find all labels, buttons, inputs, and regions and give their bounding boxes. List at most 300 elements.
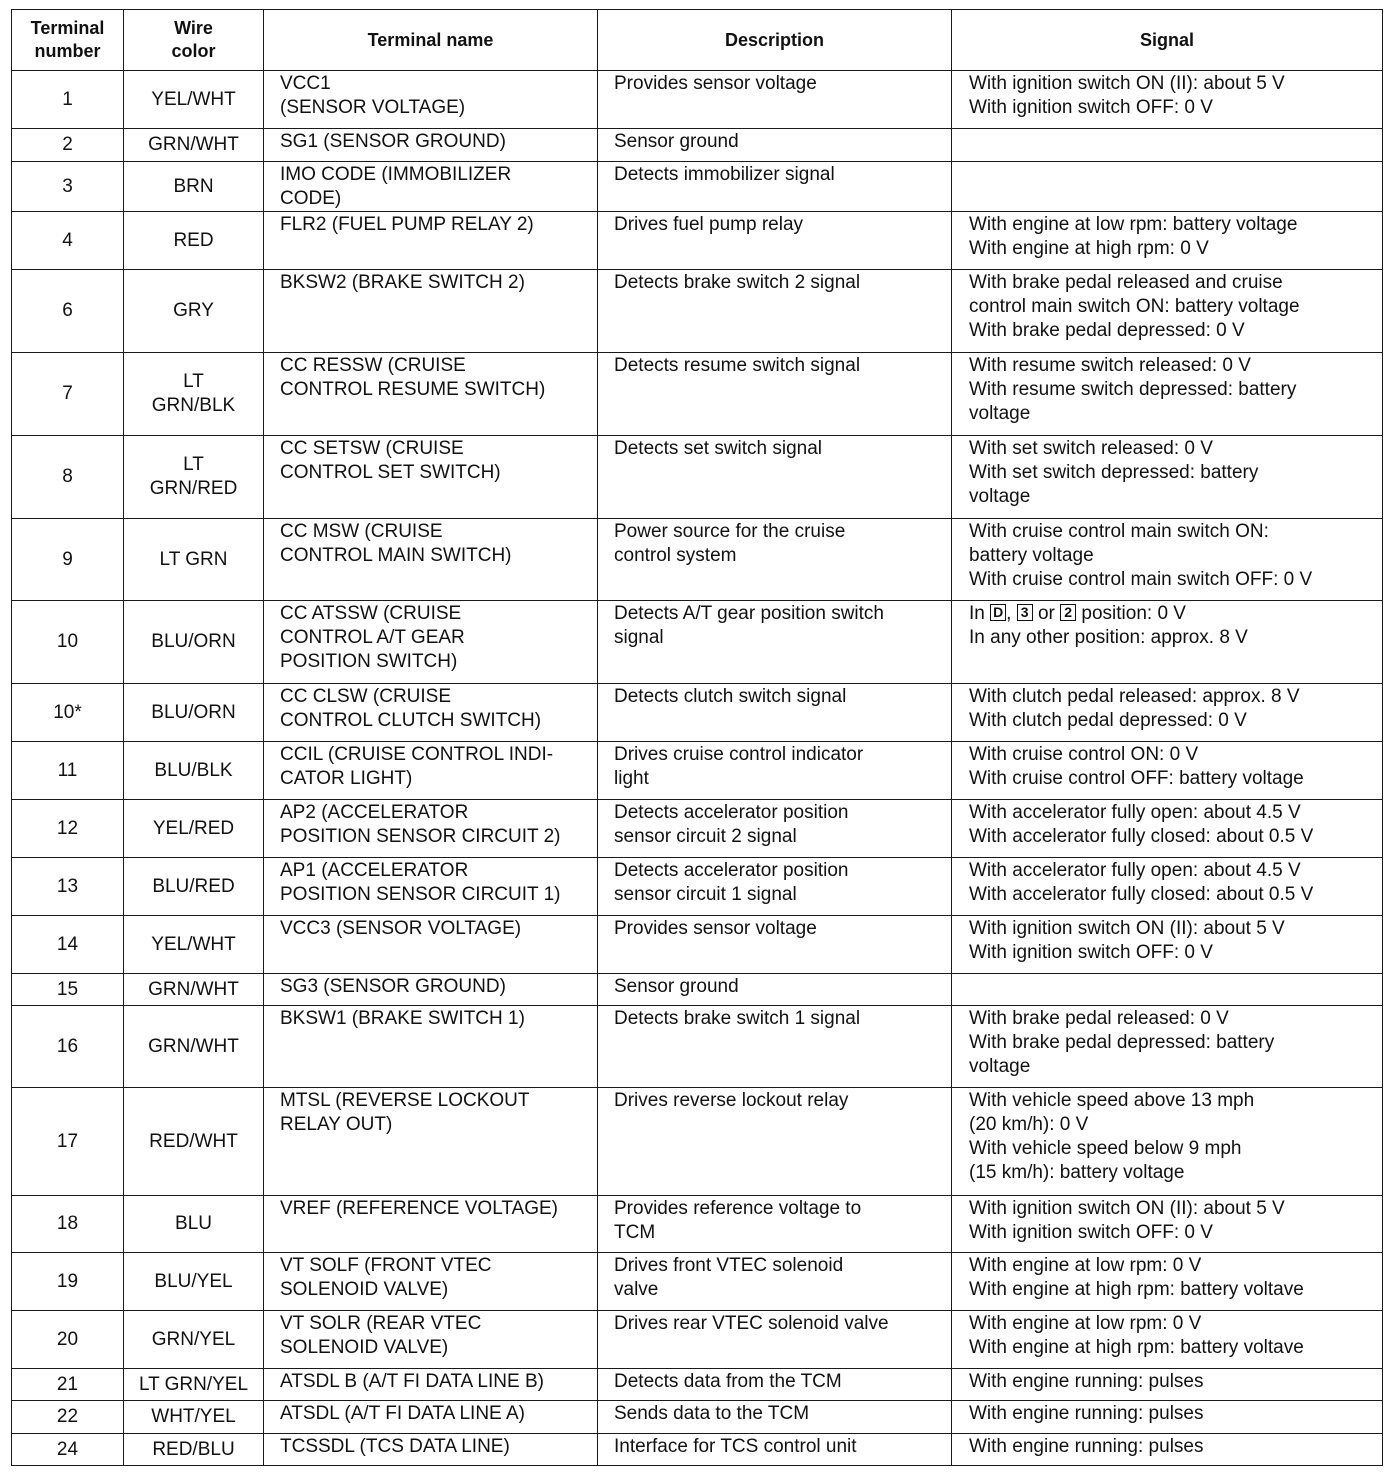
- signal-cell: [952, 1369, 1383, 1401]
- terminal-number-cell: [12, 1434, 124, 1466]
- terminal-number-cell: [12, 916, 124, 974]
- signal-text: In any other position: approx. 8 V: [969, 627, 1248, 648]
- description-cell: [598, 1311, 952, 1369]
- table-row: [12, 916, 1383, 974]
- signal-cell: [952, 1196, 1383, 1253]
- signal-text: With ignition switch ON (II): about 5 V: [969, 1198, 1285, 1219]
- signal-cell: [952, 129, 1383, 162]
- wire-color-cell: [124, 601, 264, 684]
- signal-cell: [952, 212, 1383, 270]
- description-text: control system: [614, 545, 737, 566]
- signal-cell: [952, 916, 1383, 974]
- terminal-number-cell: [12, 1088, 124, 1196]
- signal-text: With engine at low rpm: 0 V: [969, 1255, 1202, 1276]
- terminal-number-cell: [12, 1401, 124, 1434]
- header-terminal-number: Terminal number: [12, 10, 124, 71]
- description-cell: [598, 519, 952, 601]
- signal-text: With ignition switch OFF: 0 V: [969, 97, 1213, 118]
- signal-cell: [952, 436, 1383, 519]
- table-row: [12, 800, 1383, 858]
- description-cell: [598, 212, 952, 270]
- description-text: Detects resume switch signal: [614, 355, 861, 376]
- header-terminal-name: Terminal name: [264, 10, 598, 71]
- signal-text: With engine running: pulses: [969, 1371, 1204, 1392]
- description-text: Provides reference voltage to: [614, 1198, 862, 1219]
- description-text: sensor circuit 1 signal: [614, 884, 797, 905]
- description-text: Sends data to the TCM: [614, 1403, 810, 1424]
- signal-cell: [952, 684, 1383, 742]
- terminal-number: 11: [57, 759, 78, 781]
- terminal-name: IMO CODE (IMMOBILIZER: [280, 164, 512, 185]
- terminal-number: 20: [56, 1328, 79, 1350]
- description-text: Detects brake switch 2 signal: [614, 272, 861, 293]
- signal-text: With clutch pedal depressed: 0 V: [969, 710, 1247, 731]
- terminal-name-cell: [264, 1369, 598, 1401]
- terminal-name: CC ATSSW (CRUISE: [280, 603, 462, 624]
- description-cell: [598, 1401, 952, 1434]
- terminal-name: CATOR LIGHT): [280, 768, 413, 789]
- description-text: Interface for TCS control unit: [614, 1436, 857, 1457]
- signal-text: With cruise control OFF: battery voltage: [969, 768, 1304, 789]
- signal-text: With brake pedal depressed: battery: [969, 1032, 1275, 1053]
- description-cell: [598, 800, 952, 858]
- gear-position-box: 2: [1060, 604, 1076, 621]
- wire-color-cell: [124, 1311, 264, 1369]
- description-text: Detects brake switch 1 signal: [614, 1008, 861, 1029]
- wire-color: BLU/YEL: [154, 1270, 233, 1292]
- terminal-number: 3: [62, 175, 73, 197]
- terminal-name-cell: [264, 974, 598, 1006]
- signal-cell: [952, 1311, 1383, 1369]
- terminal-number-cell: [12, 71, 124, 129]
- terminal-name-cell: [264, 800, 598, 858]
- terminal-number-cell: [12, 212, 124, 270]
- description-text: Sensor ground: [614, 976, 739, 997]
- signal-text: With engine at low rpm: 0 V: [969, 1313, 1202, 1334]
- table-row: [12, 270, 1383, 353]
- table-row: [12, 436, 1383, 519]
- terminal-name: AP1 (ACCELERATOR: [280, 860, 469, 881]
- signal-text: With engine running: pulses: [969, 1403, 1204, 1424]
- wire-color: BLU/RED: [152, 875, 235, 897]
- wire-color-cell: [124, 1088, 264, 1196]
- terminal-number-cell: [12, 974, 124, 1006]
- wire-color-cell: [124, 162, 264, 212]
- wire-color-cell: [124, 1401, 264, 1434]
- terminal-name: VCC3 (SENSOR VOLTAGE): [280, 918, 522, 939]
- terminal-name: CC SETSW (CRUISE: [280, 438, 464, 459]
- wire-color-cell: [124, 212, 264, 270]
- terminal-name-cell: [264, 162, 598, 212]
- signal-text: [969, 602, 1378, 626]
- wire-color-cell: [124, 270, 264, 353]
- description-cell: [598, 353, 952, 436]
- terminal-name: SG1 (SENSOR GROUND): [280, 131, 506, 152]
- signal-text: (20 km/h): 0 V: [969, 1114, 1089, 1135]
- description-cell: [598, 742, 952, 800]
- signal-text: With set switch released: 0 V: [969, 438, 1213, 459]
- terminal-number-cell: [12, 742, 124, 800]
- terminal-number: 24: [56, 1438, 79, 1460]
- signal-text: With set switch depressed: battery: [969, 462, 1259, 483]
- terminal-name: CONTROL RESUME SWITCH): [280, 379, 546, 400]
- terminal-name: VCC1: [280, 73, 331, 94]
- description-cell: [598, 916, 952, 974]
- terminal-name-cell: [264, 1434, 598, 1466]
- terminal-name-cell: [264, 1253, 598, 1311]
- signal-cell: [952, 353, 1383, 436]
- signal-text: With clutch pedal released: approx. 8 V: [969, 686, 1300, 707]
- wire-color-cell: [124, 742, 264, 800]
- signal-cell: [952, 1088, 1383, 1196]
- terminal-name: SOLENOID VALVE): [280, 1337, 449, 1358]
- signal-text: With engine running: pulses: [969, 1436, 1204, 1457]
- terminal-number-cell: [12, 353, 124, 436]
- wire-color-cell: [124, 1434, 264, 1466]
- wire-color: BLU/ORN: [151, 701, 236, 723]
- description-cell: [598, 684, 952, 742]
- table-row: [12, 684, 1383, 742]
- signal-text: With accelerator fully closed: about 0.5 V: [969, 826, 1314, 847]
- terminal-name: SOLENOID VALVE): [280, 1279, 449, 1300]
- signal-text: With ignition switch ON (II): about 5 V: [969, 73, 1285, 94]
- terminal-name: ATSDL B (A/T FI DATA LINE B): [280, 1371, 544, 1392]
- wire-color: LT: [183, 371, 204, 392]
- terminal-number: 1: [62, 88, 73, 110]
- terminal-name: AP2 (ACCELERATOR: [280, 802, 469, 823]
- description-cell: [598, 162, 952, 212]
- signal-text: voltage: [969, 486, 1031, 507]
- terminal-name: CONTROL CLUTCH SWITCH): [280, 710, 542, 731]
- wire-color: GRN/WHT: [148, 134, 239, 155]
- table-row: [12, 353, 1383, 436]
- terminal-name: CC CLSW (CRUISE: [280, 686, 452, 707]
- terminal-number-cell: [12, 1369, 124, 1401]
- wire-color-cell: [124, 71, 264, 129]
- terminal-number-cell: [12, 270, 124, 353]
- description-cell: [598, 71, 952, 129]
- terminal-number-cell: [12, 684, 124, 742]
- wire-color: RED: [173, 229, 214, 251]
- signal-text: With accelerator fully open: about 4.5 V: [969, 860, 1301, 881]
- terminal-name: CODE): [280, 188, 342, 209]
- terminal-number-cell: [12, 129, 124, 162]
- description-text: Power source for the cruise: [614, 521, 846, 542]
- signal-text: With brake pedal released and cruise: [969, 272, 1283, 293]
- signal-cell: [952, 974, 1383, 1006]
- wire-color: LT GRN/YEL: [138, 1373, 249, 1395]
- signal-text: voltage: [969, 403, 1031, 424]
- table-row: [12, 162, 1383, 212]
- signal-text: With vehicle speed above 13 mph: [969, 1090, 1255, 1111]
- signal-text-part: position: 0 V: [1076, 603, 1186, 624]
- description-text: Detects accelerator position: [614, 860, 849, 881]
- signal-text: With accelerator fully open: about 4.5 V: [969, 802, 1301, 823]
- wire-color-cell: [124, 519, 264, 601]
- description-text: Drives reverse lockout relay: [614, 1090, 849, 1111]
- wire-color: BRN: [173, 175, 214, 197]
- wire-color-cell: [124, 916, 264, 974]
- gear-position-box: D: [990, 604, 1006, 621]
- terminal-name-cell: [264, 1196, 598, 1253]
- terminal-name: MTSL (REVERSE LOCKOUT: [280, 1090, 530, 1111]
- terminal-name: CONTROL MAIN SWITCH): [280, 545, 512, 566]
- wire-color-cell: [124, 1253, 264, 1311]
- terminal-name-cell: [264, 916, 598, 974]
- terminal-name: VT SOLR (REAR VTEC: [280, 1313, 482, 1334]
- signal-text: With engine at high rpm: battery voltave: [969, 1337, 1304, 1358]
- table-row: [12, 129, 1383, 162]
- wire-color: GRY: [173, 300, 214, 321]
- table-row: [12, 1196, 1383, 1253]
- terminal-number: 12: [56, 817, 79, 839]
- description-text: Drives front VTEC solenoid: [614, 1255, 844, 1276]
- signal-cell: [952, 601, 1383, 684]
- description-cell: [598, 1088, 952, 1196]
- description-text: TCM: [614, 1222, 656, 1243]
- description-text: Provides sensor voltage: [614, 73, 817, 94]
- terminal-name-cell: [264, 436, 598, 519]
- terminal-number: 18: [56, 1213, 79, 1234]
- table-row: [12, 742, 1383, 800]
- wire-color: GRN/RED: [149, 478, 238, 499]
- signal-cell: [952, 800, 1383, 858]
- signal-cell: [952, 1006, 1383, 1088]
- wire-color: WHT/YEL: [151, 1406, 236, 1427]
- terminal-name: POSITION SWITCH): [280, 651, 458, 672]
- description-text: Provides sensor voltage: [614, 918, 817, 939]
- wire-color-cell: [124, 858, 264, 916]
- terminal-name: FLR2 (FUEL PUMP RELAY 2): [280, 214, 534, 235]
- description-cell: [598, 1369, 952, 1401]
- terminal-number-cell: [12, 519, 124, 601]
- description-cell: [598, 1006, 952, 1088]
- signal-cell: [952, 162, 1383, 212]
- terminal-name: ATSDL (A/T FI DATA LINE A): [280, 1403, 525, 1424]
- signal-text-part: In: [969, 603, 991, 624]
- signal-text: With accelerator fully closed: about 0.5 V: [969, 884, 1314, 905]
- wire-color: BLU/ORN: [151, 631, 236, 652]
- terminal-number-cell: [12, 800, 124, 858]
- signal-text-part: or: [1032, 603, 1061, 624]
- terminal-name: CC MSW (CRUISE: [280, 521, 443, 542]
- wire-color: GRN/WHT: [148, 978, 239, 1000]
- terminal-number: 4: [62, 229, 73, 251]
- wire-color-cell: [124, 1196, 264, 1253]
- signal-text: (15 km/h): battery voltage: [969, 1162, 1185, 1183]
- table-row: [12, 1006, 1383, 1088]
- terminal-name: BKSW1 (BRAKE SWITCH 1): [280, 1008, 525, 1029]
- description-text: Detects clutch switch signal: [614, 686, 847, 707]
- signal-text: With resume switch depressed: battery: [969, 379, 1297, 400]
- description-cell: [598, 1196, 952, 1253]
- signal-text: With engine at low rpm: battery voltage: [969, 214, 1298, 235]
- signal-cell: [952, 742, 1383, 800]
- terminal-name: SG3 (SENSOR GROUND): [280, 976, 506, 997]
- wire-color-cell: [124, 436, 264, 519]
- wire-color-cell: [124, 129, 264, 162]
- description-cell: [598, 270, 952, 353]
- table-row: [12, 71, 1383, 129]
- signal-cell: [952, 858, 1383, 916]
- description-text: Detects A/T gear position switch: [614, 603, 884, 624]
- terminal-number: 21: [56, 1373, 79, 1395]
- signal-cell: [952, 519, 1383, 601]
- terminal-number: 14: [56, 933, 79, 955]
- signal-text: With engine at high rpm: battery voltave: [969, 1279, 1304, 1300]
- terminal-name: (SENSOR VOLTAGE): [280, 97, 466, 118]
- terminal-number-cell: [12, 1253, 124, 1311]
- wire-color: LT: [183, 454, 204, 475]
- table-row: [12, 1253, 1383, 1311]
- description-cell: [598, 974, 952, 1006]
- terminal-number: 6: [62, 300, 73, 321]
- terminal-number: 22: [56, 1406, 79, 1427]
- wire-color: YEL/RED: [152, 817, 235, 839]
- terminal-name: CCIL (CRUISE CONTROL INDI-: [280, 744, 554, 765]
- signal-text: With resume switch released: 0 V: [969, 355, 1251, 376]
- wire-color: GRN/WHT: [148, 1035, 239, 1057]
- terminal-name-cell: [264, 270, 598, 353]
- terminal-name-cell: [264, 1006, 598, 1088]
- wire-color: BLU: [175, 1213, 212, 1234]
- header-description: Description: [598, 10, 952, 71]
- terminal-number-cell: [12, 1311, 124, 1369]
- wire-color: BLU/BLK: [154, 759, 233, 781]
- description-text: Sensor ground: [614, 131, 739, 152]
- table-row: [12, 601, 1383, 684]
- description-cell: [598, 436, 952, 519]
- wire-color: GRN/BLK: [151, 395, 236, 416]
- description-text: Detects set switch signal: [614, 438, 823, 459]
- signal-cell: [952, 1253, 1383, 1311]
- terminal-name-cell: [264, 353, 598, 436]
- terminal-number-cell: [12, 162, 124, 212]
- wire-color: LT GRN: [159, 548, 228, 570]
- terminal-number: 19: [56, 1270, 79, 1292]
- terminal-table: [11, 9, 1383, 1466]
- terminal-name: VREF (REFERENCE VOLTAGE): [280, 1198, 558, 1219]
- terminal-number: 7: [62, 383, 73, 404]
- signal-text: voltage: [969, 1056, 1031, 1077]
- terminal-number: 8: [62, 466, 73, 487]
- terminal-number: 10*: [53, 701, 82, 723]
- terminal-name-cell: [264, 1401, 598, 1434]
- gear-position-box: 3: [1017, 604, 1033, 621]
- table-row: [12, 1401, 1383, 1434]
- wire-color: YEL/WHT: [151, 933, 236, 955]
- description-text: Drives rear VTEC solenoid valve: [614, 1313, 889, 1334]
- description-text: light: [614, 768, 649, 789]
- terminal-name-cell: [264, 858, 598, 916]
- table-row: [12, 519, 1383, 601]
- description-text: valve: [614, 1279, 659, 1300]
- description-cell: [598, 1253, 952, 1311]
- signal-text: With cruise control main switch OFF: 0 V: [969, 569, 1313, 590]
- signal-text: With cruise control ON: 0 V: [969, 744, 1199, 765]
- table-row: [12, 974, 1383, 1006]
- terminal-name: POSITION SENSOR CIRCUIT 2): [280, 826, 561, 847]
- signal-text: With ignition switch ON (II): about 5 V: [969, 918, 1285, 939]
- description-text: Drives cruise control indicator: [614, 744, 864, 765]
- signal-cell: [952, 1434, 1383, 1466]
- header-wire-color: Wire color: [124, 10, 264, 71]
- terminal-name: CC RESSW (CRUISE: [280, 355, 466, 376]
- wire-color-cell: [124, 684, 264, 742]
- wire-color-cell: [124, 800, 264, 858]
- header-signal: Signal: [952, 10, 1383, 71]
- signal-text: With ignition switch OFF: 0 V: [969, 1222, 1213, 1243]
- signal-text: With brake pedal released: 0 V: [969, 1008, 1229, 1029]
- terminal-name-cell: [264, 129, 598, 162]
- terminal-number: 10: [56, 631, 79, 652]
- table-row: [12, 1088, 1383, 1196]
- terminal-number: 16: [56, 1035, 79, 1057]
- table-row: [12, 1369, 1383, 1401]
- terminal-number-cell: [12, 858, 124, 916]
- description-text: signal: [614, 627, 664, 648]
- signal-cell: [952, 270, 1383, 353]
- terminal-number-cell: [12, 1196, 124, 1253]
- wire-color-cell: [124, 1369, 264, 1401]
- terminal-number: 13: [56, 875, 79, 897]
- header-row: [12, 10, 1383, 71]
- signal-text: With ignition switch OFF: 0 V: [969, 942, 1213, 963]
- signal-text: With engine at high rpm: 0 V: [969, 238, 1209, 259]
- wire-color: RED/BLU: [152, 1438, 235, 1460]
- table-row: [12, 212, 1383, 270]
- terminal-name: POSITION SENSOR CIRCUIT 1): [280, 884, 561, 905]
- signal-cell: [952, 71, 1383, 129]
- wire-color-cell: [124, 1006, 264, 1088]
- terminal-name: RELAY OUT): [280, 1114, 393, 1135]
- description-text: Detects immobilizer signal: [614, 164, 835, 185]
- signal-text: With vehicle speed below 9 mph: [969, 1138, 1242, 1159]
- description-text: Detects data from the TCM: [614, 1371, 842, 1392]
- terminal-name-cell: [264, 684, 598, 742]
- terminal-number: 9: [62, 548, 73, 570]
- wire-color: GRN/YEL: [151, 1328, 236, 1350]
- terminal-name: VT SOLF (FRONT VTEC: [280, 1255, 492, 1276]
- description-text: sensor circuit 2 signal: [614, 826, 797, 847]
- signal-text: With cruise control main switch ON:: [969, 521, 1269, 542]
- terminal-name-cell: [264, 1311, 598, 1369]
- wire-color: YEL/WHT: [151, 88, 236, 110]
- terminal-number-cell: [12, 601, 124, 684]
- terminal-number: 15: [56, 978, 79, 1000]
- wire-color-cell: [124, 353, 264, 436]
- terminal-name: CONTROL SET SWITCH): [280, 462, 501, 483]
- description-cell: [598, 129, 952, 162]
- description-cell: [598, 858, 952, 916]
- wire-color: RED/WHT: [149, 1130, 238, 1152]
- description-text: Drives fuel pump relay: [614, 214, 804, 235]
- table-row: [12, 1311, 1383, 1369]
- description-cell: [598, 1434, 952, 1466]
- table-row: [12, 858, 1383, 916]
- terminal-number-cell: [12, 1006, 124, 1088]
- signal-text: With brake pedal depressed: 0 V: [969, 320, 1245, 341]
- terminal-name-cell: [264, 71, 598, 129]
- description-cell: [598, 601, 952, 684]
- terminal-name-cell: [264, 1088, 598, 1196]
- terminal-name-cell: [264, 519, 598, 601]
- signal-text-part: ,: [1006, 603, 1017, 624]
- signal-text: battery voltage: [969, 545, 1094, 566]
- terminal-name: TCSSDL (TCS DATA LINE): [280, 1436, 510, 1457]
- terminal-name: CONTROL A/T GEAR: [280, 627, 465, 648]
- terminal-name-cell: [264, 212, 598, 270]
